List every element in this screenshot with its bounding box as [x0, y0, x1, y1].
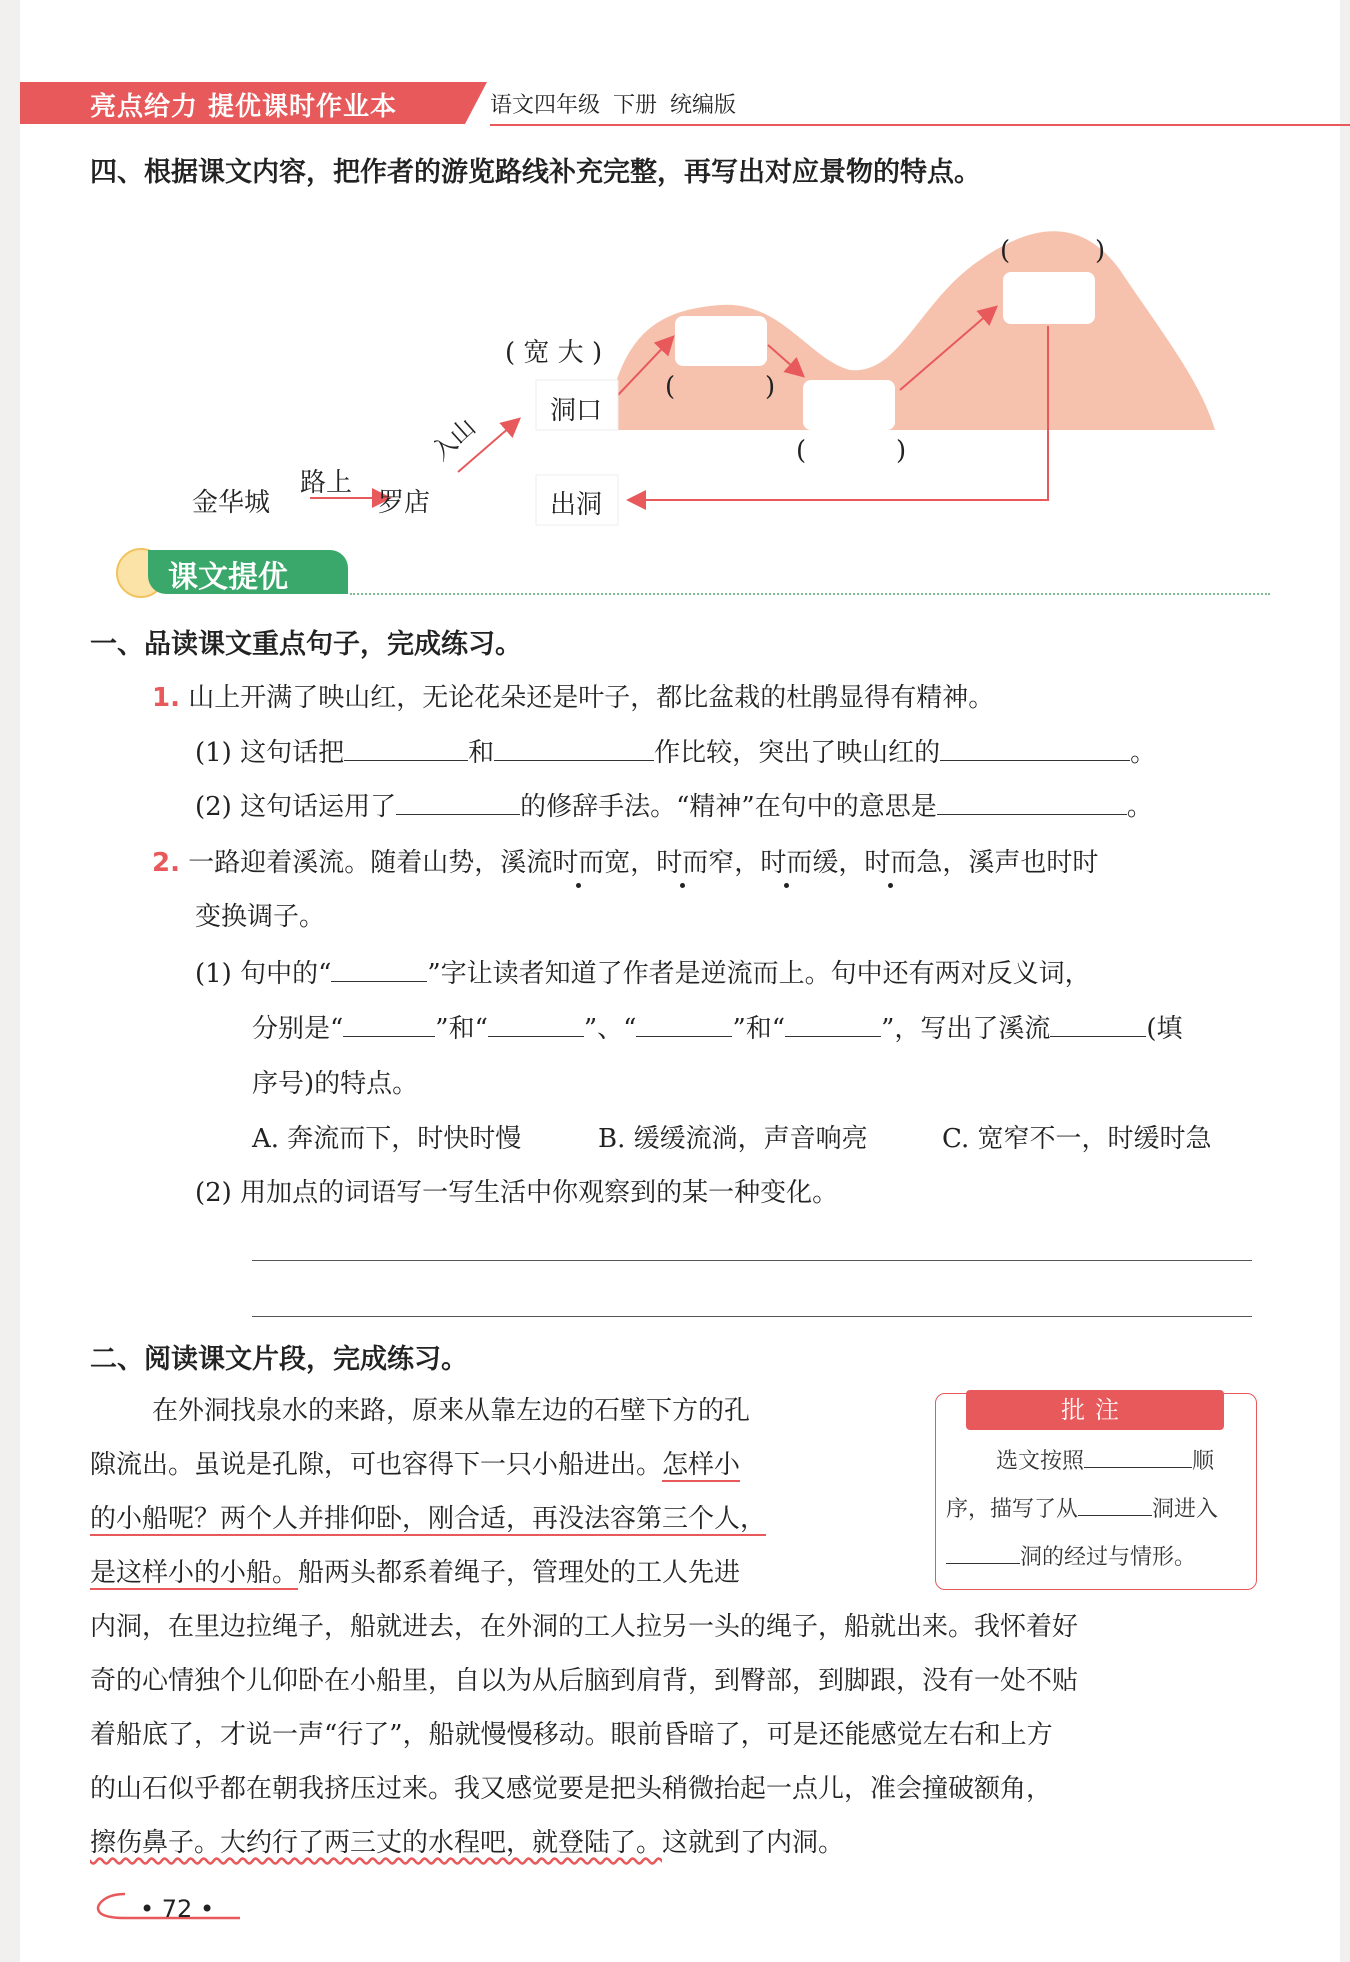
paren-box1-close: )	[765, 372, 776, 402]
paren-box3-open: (	[1000, 236, 1011, 266]
wavy-underlined-text: 擦伤鼻子。大约行了两三丈的水程吧，就登陆了。	[90, 1828, 663, 1858]
annotation-box	[935, 1393, 1257, 1590]
q1-text: 山上开满了映山红，无论花朵还是叶子，都比盆栽的杜鹃显得有精神。	[188, 683, 995, 713]
q1-sub2: (2) 这句话运用了 的修辞手法。“精神”在句中的意思是 。	[195, 786, 1153, 823]
dotted-word: 时而	[656, 848, 709, 878]
answer-blank[interactable]	[343, 1010, 435, 1037]
passage-line-5: 内洞，在里边拉绳子，船就进去，在外洞的工人拉另一头的绳子，船就出来。我怀着好	[90, 1612, 1079, 1642]
route-start: 金华城	[192, 488, 271, 518]
route-cave-mouth: 洞口	[550, 396, 603, 426]
answer-blank[interactable]	[946, 1541, 1020, 1564]
annotation-line-2: 序，描写了从 洞进入	[946, 1492, 1218, 1523]
passage-line-2: 隙流出。虽说是孔隙，可也容得下一只小船进出。怎样小	[90, 1450, 741, 1480]
header-meta: 语文四年级 下册 统编版	[490, 93, 736, 118]
q2-sub1-line1: (1) 句中的“ ”字让读者知道了作者是逆流而上。句中还有两对反义词，	[195, 953, 1091, 990]
route-road: 路上	[300, 468, 353, 498]
q2-sub1-line2: 分别是“ ”和“ ”、“ ”和“ ”，写出了溪流 (填	[252, 1008, 1183, 1045]
passage-line-3	[90, 1498, 766, 1535]
answer-blank[interactable]	[636, 1010, 732, 1037]
q2-sentence: 2. 一路迎着溪流。随着山势，溪流时而宽，时而窄，时而缓，时而急，溪声也时时	[152, 848, 1099, 878]
part1-title: 一、品读课文重点句子，完成练习。	[90, 629, 522, 660]
header-brand: 亮点给力 提优课时作业本	[90, 92, 398, 122]
answer-blank[interactable]	[1050, 1010, 1146, 1037]
answer-blank[interactable]	[396, 788, 520, 815]
passage-line-6: 奇的心情独个儿仰卧在小船里，自以为从后脑到肩背，到臀部，到脚跟，没有一处不贴	[90, 1666, 1079, 1696]
passage-line-9: 擦伤鼻子。大约行了两三丈的水程吧，就登陆了。这就到了内洞。	[90, 1828, 845, 1858]
answer-blank[interactable]	[1084, 1445, 1192, 1468]
answer-blank[interactable]	[785, 1010, 881, 1037]
paren-box3-close: )	[1095, 236, 1106, 266]
route-exit: 出洞	[550, 490, 603, 520]
answer-blank[interactable]	[488, 1010, 584, 1037]
route-enter-mountain: 入山	[426, 412, 481, 466]
underlined-text: 怎样小	[662, 1450, 741, 1480]
route-luodian: 罗店	[378, 488, 431, 518]
page-number: • 72 •	[140, 1895, 215, 1923]
answer-blank[interactable]	[1078, 1493, 1152, 1516]
q2-sub2: (2) 用加点的词语写一写生活中你观察到的某一种变化。	[195, 1178, 839, 1208]
answer-blank[interactable]	[940, 734, 1130, 761]
route-diagram	[20, 0, 1340, 540]
part2-title: 二、阅读课文片段，完成练习。	[90, 1344, 468, 1375]
q2-option-a: A. 奔流而下，时快时慢	[252, 1124, 522, 1154]
passage-line-8: 的山石似乎都在朝我挤压过来。我又感觉要是把头稍微抬起一点儿，准会撞破额角，	[90, 1774, 1053, 1804]
answer-box-2	[803, 380, 895, 430]
annotation-line-1: 选文按照 顺	[996, 1444, 1214, 1475]
q1-sub1: (1) 这句话把 和 作比较，突出了映山红的 。	[195, 732, 1156, 769]
answer-blank[interactable]	[344, 734, 468, 761]
answer-blank[interactable]	[494, 734, 654, 761]
q2-sub1-line3: 序号)的特点。	[252, 1069, 419, 1099]
paren-box2-open: (	[796, 436, 807, 466]
q2-option-b: B. 缓缓流淌，声音响亮	[598, 1124, 868, 1154]
passage-line-1: 在外洞找泉水的来路，原来从靠左边的石壁下方的孔	[152, 1396, 751, 1426]
q2-option-c: C. 宽窄不一，时缓时急	[942, 1124, 1212, 1154]
answer-box-1	[675, 316, 767, 366]
passage-line-4: 是这样小的小船。船两头都系着绳子，管理处的工人先进	[90, 1558, 741, 1588]
dotted-word: 时而	[864, 848, 917, 878]
answer-box-3	[1003, 272, 1095, 324]
paren-box1-open: (	[665, 372, 676, 402]
annotation-line-3: 洞的经过与情形。	[946, 1540, 1196, 1571]
section-dotted-rule	[350, 593, 1270, 595]
q2-line2: 变换调子。	[195, 902, 326, 932]
underlined-text: 是这样小的小船。	[90, 1558, 299, 1588]
answer-line-1[interactable]	[252, 1260, 1252, 1261]
answer-line-2[interactable]	[252, 1316, 1252, 1317]
workbook-page	[20, 0, 1340, 1962]
route-cave-feature: ( 宽 大 )	[505, 338, 603, 368]
paren-box2-close: )	[896, 436, 907, 466]
underlined-text: 的小船呢？两个人并排仰卧，刚合适，再没法容第三个人，	[90, 1504, 767, 1534]
passage-line-7: 着船底了，才说一声“行了”，船就慢慢移动。眼前昏暗了，可是还能感觉左右和上方	[90, 1720, 1053, 1750]
q2-number: 2.	[152, 848, 180, 878]
section-label: 课文提优	[168, 560, 288, 595]
answer-blank[interactable]	[937, 788, 1127, 815]
q4-title: 四、根据课文内容，把作者的游览路线补充完整，再写出对应景物的特点。	[90, 157, 981, 188]
dotted-word: 时而	[760, 848, 813, 878]
answer-blank[interactable]	[331, 955, 427, 982]
annotation-title: 批注	[966, 1390, 1224, 1430]
q1-sentence	[152, 677, 994, 714]
dotted-word: 时而	[552, 848, 605, 878]
q1-number: 1.	[152, 683, 180, 713]
